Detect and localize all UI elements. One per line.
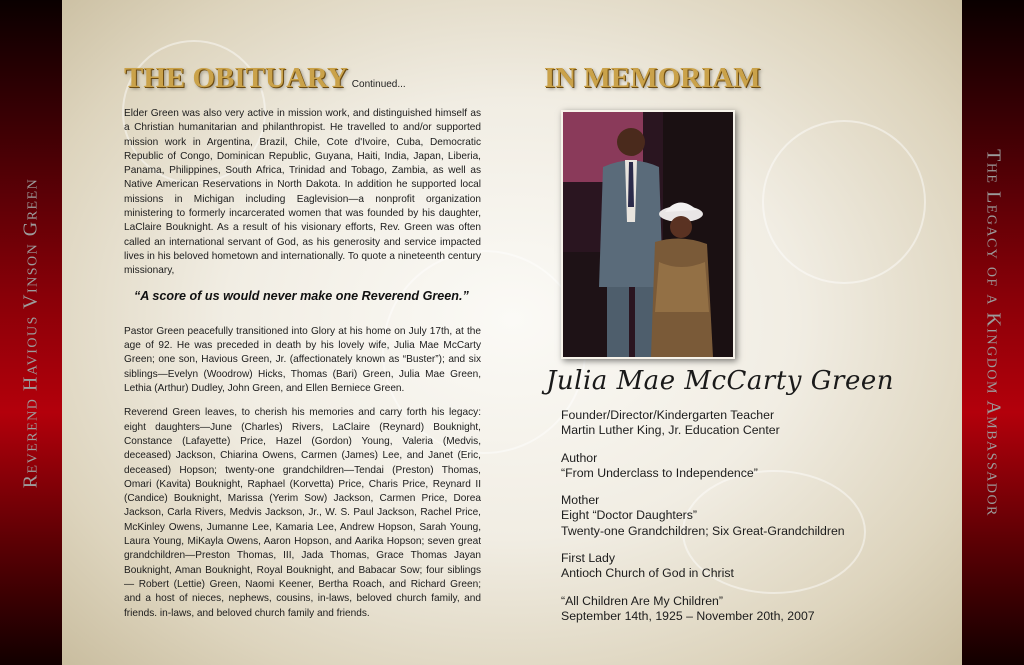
fact-line: “From Underclass to Independence”	[561, 465, 758, 480]
fact-block	[561, 493, 861, 539]
fact-line: “All Children Are My Children”	[561, 593, 723, 608]
couple-photo	[561, 110, 735, 359]
fact-line: First Lady	[561, 551, 615, 566]
obituary-text	[124, 107, 481, 631]
fact-block	[561, 408, 861, 439]
fact-line: Founder/Director/Kindergarten Teacher	[561, 408, 775, 422]
photo-illustration	[563, 112, 733, 357]
memoriam-heading: IN MEMORIAM	[544, 62, 761, 94]
fact-line: September 14th, 1925 – November 20th, 2007	[561, 608, 815, 623]
fact-line: Martin Luther King, Jr. Education Center	[561, 423, 780, 438]
obituary-quote: “A score of us would never make one Reverend Green.”	[134, 288, 469, 303]
fact-line: Mother	[561, 493, 600, 508]
right-spine	[962, 0, 1024, 665]
decorative-swirl	[762, 120, 926, 284]
fact-line: Eight “Doctor Daughters”	[561, 508, 698, 523]
signature: Julia Mae McCarty Green	[546, 366, 894, 396]
fact-line: Author	[561, 450, 598, 465]
obituary-paragraph-2: Pastor Green peacefully transitioned into Glory at his home on July 17th, at the age of 92. He was preceded in death by his lovely wife, Julia Mae McCarty Green; one son, Havious Green, Jr. (affectionately known as “Buster”); and six siblings—Evelyn (Woodrow) Hicks, Thomas (Bari) Green, Julia Mae Green, Lethia (Arthur) Dudley, John Green, and Ellen Berniece Green.	[124, 325, 481, 395]
obituary-title: THE OBITUARY	[124, 62, 348, 94]
right-spine-text: The Legacy of a Kingdom Ambassador	[982, 148, 1005, 517]
fact-line: Antioch Church of God in Christ	[561, 566, 734, 581]
continued-label: Continued...	[351, 79, 406, 90]
fact-block	[561, 451, 861, 482]
left-spine	[0, 0, 62, 665]
obituary-paragraph-1: Elder Green was also very active in mission work, and distinguished himself as a Christian humanitarian and philanthropist. He travelled to and/or supported mission work in Argentina, Brazil, Chile, Cote d'Ivoire, Cuba, Democratic Republic of Congo, Dominican Republic, Guyana, Haiti, India, Japan, Liberia, Panama, Philippines, South Africa, Trinidad and Tobago, Zambia, as well as Native American Reservations in North Dakota. In addition he supported local missions in Michigan including Eaglevision—a nonprofit organization ministering to formerly incarcerated women that was founded by his daughter, LaClaire Bouknight. As a result of his visionary efforts, Rev. Green was often called an international servant of God, as his generosity and service impacted lives in his beloved hometown and internationally. To quote a nineteenth century missionary,	[124, 108, 481, 277]
obituary-heading	[124, 62, 406, 95]
left-spine-text: Reverend Havious Vinson Green	[19, 177, 42, 488]
fact-line: Twenty-one Grandchildren; Six Great-Grandchildren	[561, 523, 845, 538]
fact-block	[561, 551, 861, 582]
memoriam-facts	[561, 408, 861, 636]
fact-block	[561, 594, 861, 625]
obituary-paragraph-3: Reverend Green leaves, to cherish his memories and carry forth his legacy: eight daughters—June (Charles) Rivers, LaClaire (Reynard) Bouknight, Constance (Lafayette) Price, Hazel (Gordon) Young, Valeria (Medvis, deceased) Jackson, Chiarina Owens, Carmen (James) Lee, and Janet (Eric, deceased) Hopson; twenty-one grandchildren—Tendai (Preston) Thomas, Omari (Kavita) Bouknight, Raphael (Korvetta) Price, Charis Price, Reynard II (Candice) Bouknight, Marissa (Yerim Sow) Jackson, Carmen Price, Dorea Jackson, Carla Rivers, Medvis Jackson, Jr., W. S. Paul Jackson, Rachel Price, McKinley Owens, Jumanne Lee, Kamaria Lee, Andrew Hopson, Sarah Young, Laura Young, MiKayla Owens, Aaron Hopson, and Aarika Hopson; seven great grandchildren—Preston Thomas, III, Jada Thomas, Grace Thomas Jayan Bouknight, Aman Bouknight, Royal Bouknight, and Babacar Sow; four siblings— Robert (Lettie) Green, Naomi Keener, Bertha Roach, and Richard Green; and a host of nieces, nephews, cousins, in-laws, beloved church family, and friends. in-laws, and beloved church family and friends.	[124, 407, 481, 619]
